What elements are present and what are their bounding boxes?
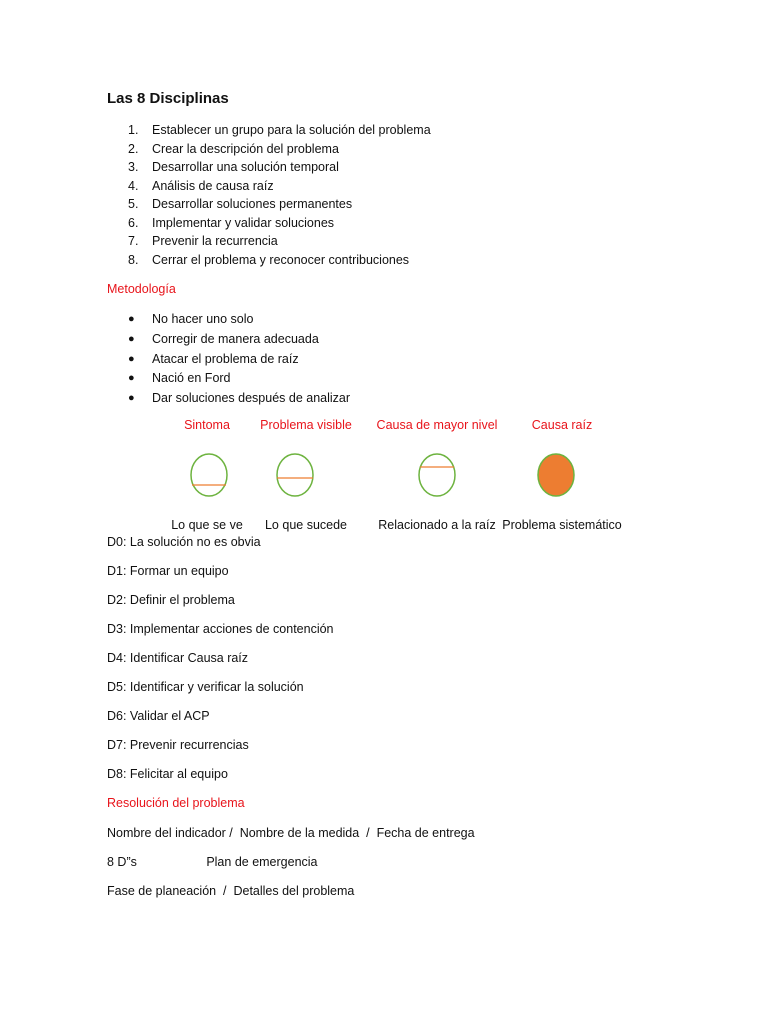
list-item: 5. Desarrollar soluciones permanentes (128, 195, 431, 214)
bullet-icon: ● (128, 392, 135, 405)
list-item: 8. Cerrar el problema y reconocer contribuciones (128, 251, 431, 270)
diagram-label: Sintoma (184, 418, 230, 432)
list-item-text: Prevenir la recurrencia (152, 234, 278, 248)
bullet-icon: ● (128, 332, 135, 345)
root-cause-filled-ellipse-icon (536, 452, 576, 498)
resolution-heading: Resolución del problema (107, 796, 245, 810)
diagram-caption: Problema sistemático (502, 518, 622, 532)
list-item: 7. Prevenir la recurrencia (128, 232, 431, 251)
list-item: ● No hacer uno solo (128, 310, 350, 330)
disciplines-list (128, 121, 431, 269)
list-item: 2. Crear la descripción del problema (128, 140, 431, 159)
diagram-label: Causa de mayor nivel (376, 418, 498, 432)
resolution-line: Fase de planeación / Detalles del problema (107, 884, 355, 898)
diagram-column-visible-problem (254, 418, 358, 532)
diagram-caption: Lo que se ve (171, 518, 243, 532)
d-step: D3: Implementar acciones de contención (107, 622, 334, 636)
d-step: D2: Definir el problema (107, 593, 235, 607)
methodology-heading: Metodología (107, 282, 176, 296)
symptom-ellipse-icon (189, 452, 229, 498)
d-step: D6: Validar el ACP (107, 709, 210, 723)
d-step: D5: Identificar y verificar la solución (107, 680, 304, 694)
methodology-list (128, 310, 350, 409)
bullet-icon: ● (128, 352, 135, 365)
list-item: ● Nació en Ford (128, 369, 350, 389)
bullet-icon: ● (128, 313, 135, 325)
list-item: 1. Establecer un grupo para la solución del problema (128, 121, 431, 140)
resolution-line: 8 D”s Plan de emergencia (107, 855, 318, 869)
visible-problem-ellipse-icon (275, 452, 315, 498)
list-item: ● Corregir de manera adecuada (128, 330, 350, 350)
list-item-text: Análisis de causa raíz (152, 178, 274, 193)
list-item: 4. Análisis de causa raíz (128, 177, 431, 196)
d-step: D0: La solución no es obvia (107, 535, 261, 549)
resolution-line: Nombre del indicador / Nombre de la medida / Fecha de entrega (107, 826, 475, 840)
list-item-text: Implementar y validar soluciones (152, 215, 335, 230)
list-item-text: Establecer un grupo para la solución del problema (152, 123, 431, 137)
d-step: D8: Felicitar al equipo (107, 767, 228, 781)
list-item: ● Dar soluciones después de analizar (128, 389, 350, 409)
list-item-text: Crear la descripción del problema (152, 141, 339, 156)
diagram-column-higher-cause (374, 418, 500, 532)
diagram-label: Problema visible (260, 418, 352, 432)
diagram-label: Causa raíz (531, 418, 593, 432)
diagram-caption: Relacionado a la raíz (378, 518, 496, 532)
list-item: 6. Implementar y validar soluciones (128, 214, 431, 233)
diagram-column-root-cause (501, 418, 623, 532)
d-step: D7: Prevenir recurrencias (107, 738, 249, 752)
d-step: D1: Formar un equipo (107, 564, 229, 578)
list-item-text: Desarrollar soluciones permanentes (152, 197, 353, 211)
diagram-caption: Lo que sucede (264, 518, 347, 532)
d-step: D4: Identificar Causa raíz (107, 651, 249, 665)
diagram-column-symptom (167, 418, 247, 532)
page-title: Las 8 Disciplinas (107, 90, 229, 107)
higher-cause-ellipse-icon (417, 452, 457, 498)
list-item: ● Atacar el problema de raíz (128, 350, 350, 370)
list-item-text: Cerrar el problema y reconocer contribuciones (152, 252, 410, 267)
list-item-text: Desarrollar una solución temporal (152, 160, 339, 174)
bullet-icon: ● (128, 372, 135, 385)
list-item: 3. Desarrollar una solución temporal (128, 158, 431, 177)
